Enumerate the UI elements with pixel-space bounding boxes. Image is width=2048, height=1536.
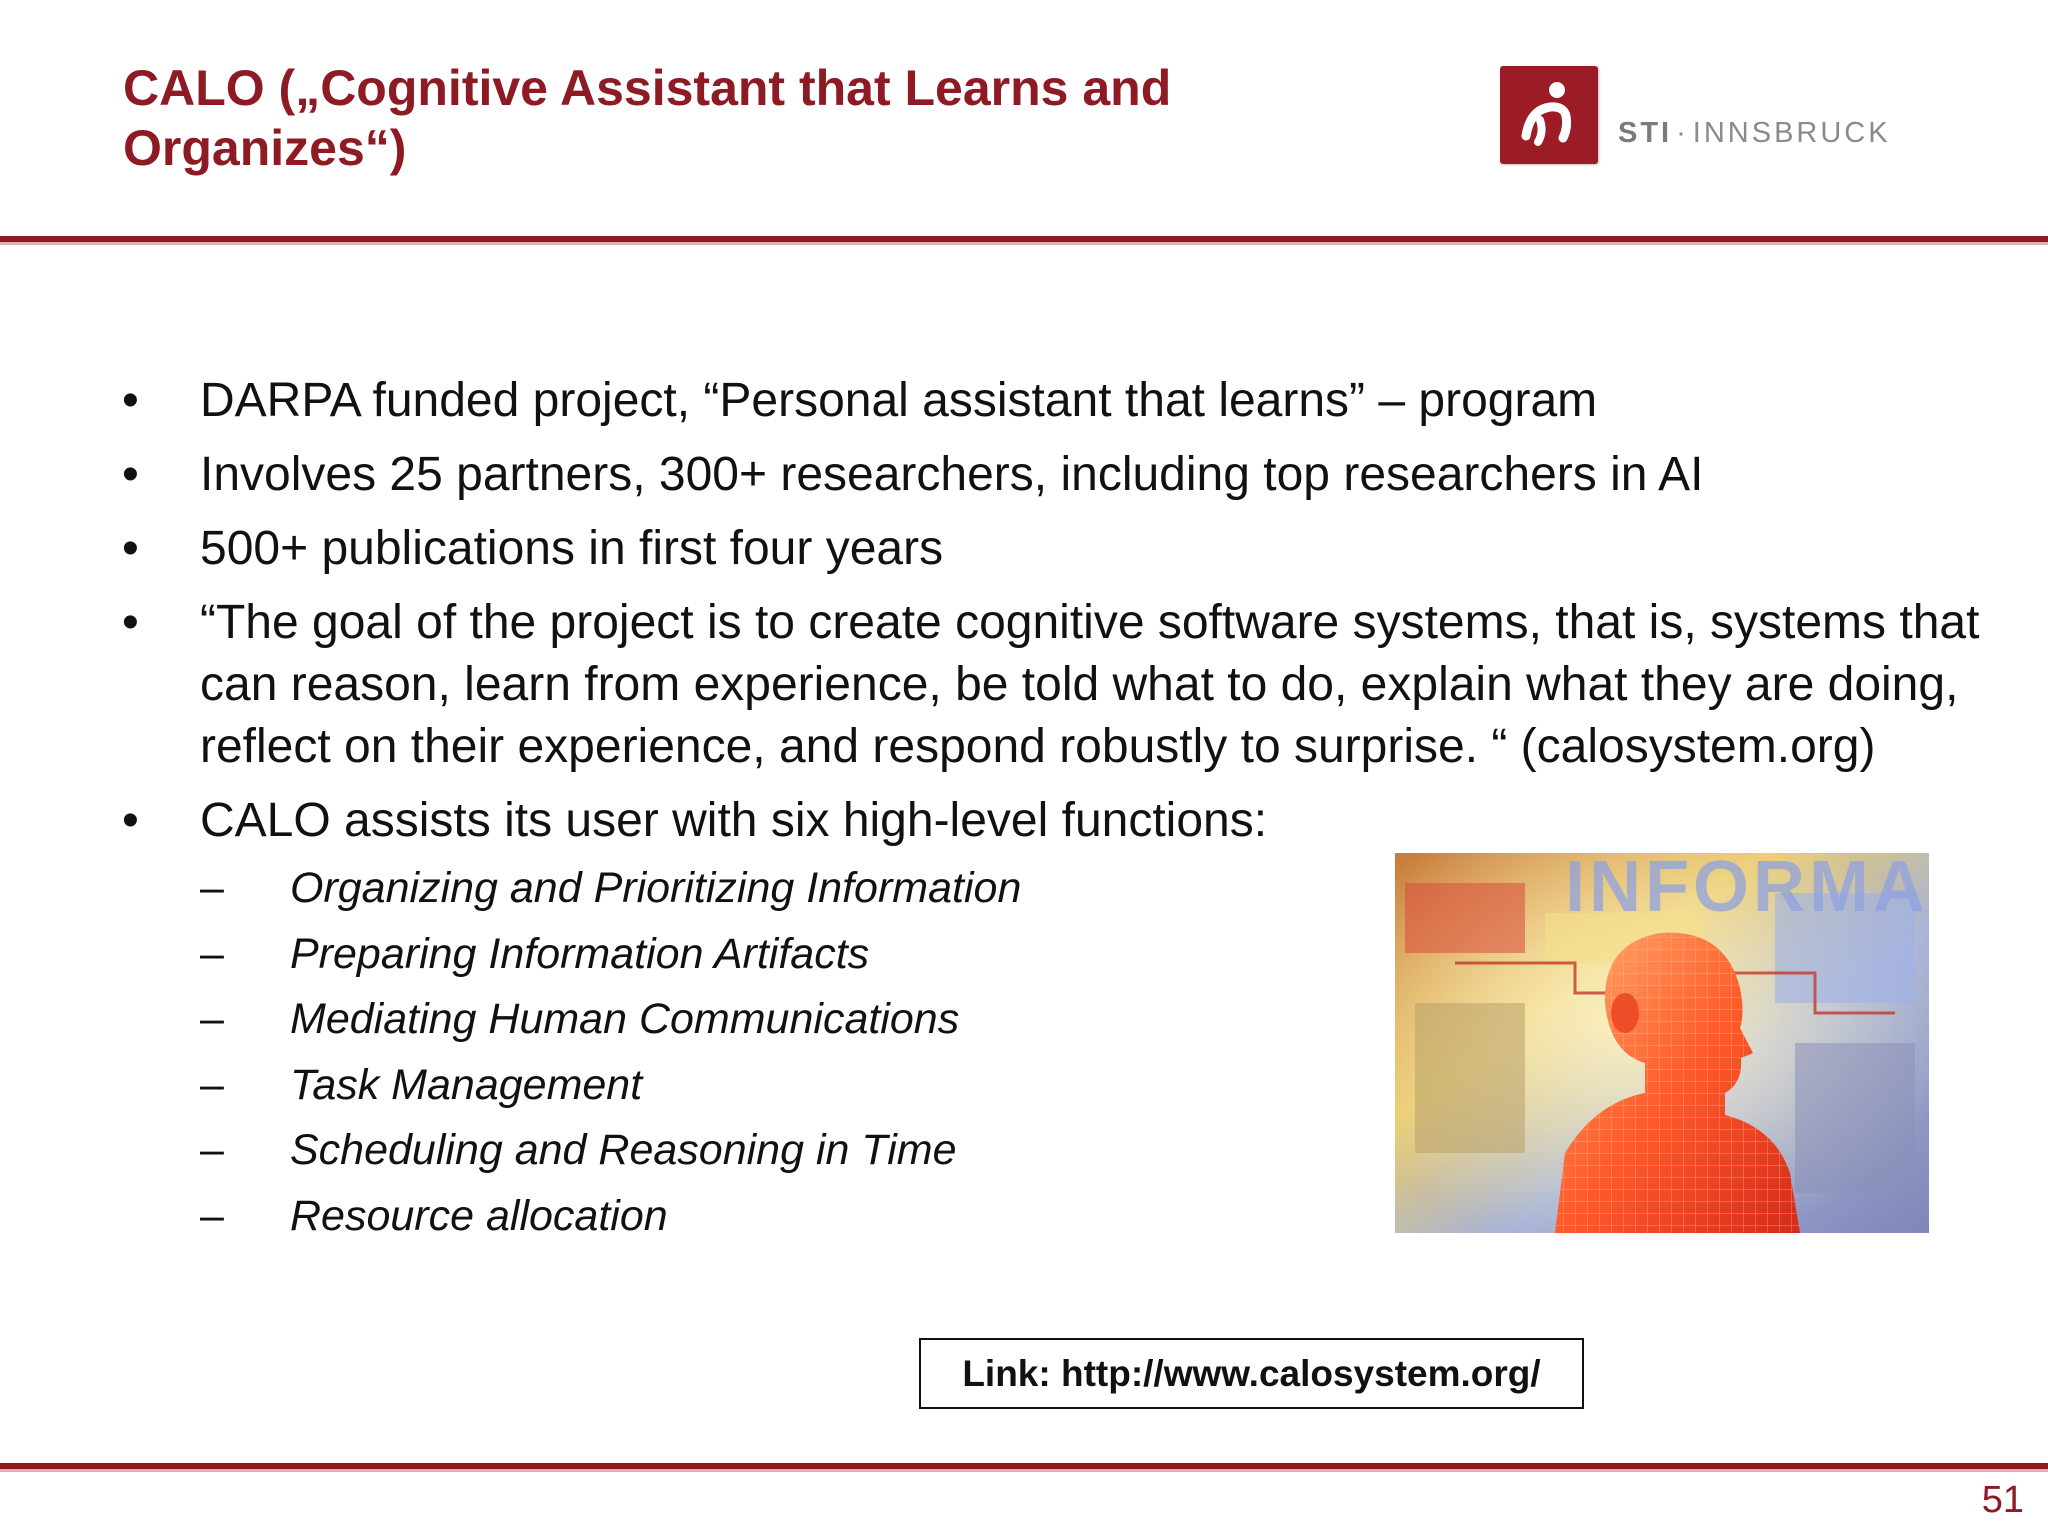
- function-item: [200, 991, 1400, 1047]
- bullet-text: 500+ publications in first four years: [200, 522, 944, 575]
- function-text: Preparing Information Artifacts: [290, 929, 870, 978]
- logo-brand: STI: [1618, 117, 1673, 149]
- logo-place: INNSBRUCK: [1692, 117, 1891, 149]
- function-item: [200, 1188, 1400, 1244]
- function-marker: –: [200, 995, 224, 1043]
- bullet-marker: •: [122, 522, 139, 575]
- bullet-text: “The goal of the project is to create cognitive software systems, that is, systems that can reason, learn from experience, be told what to do, explain what they are doing, reflect on their experience, and respond robustly to surprise. “ (calosystem.org): [200, 596, 1980, 773]
- bullet-text: CALO assists its user with six high-level functions:: [200, 794, 1268, 847]
- bullet-marker: •: [122, 448, 139, 501]
- function-text: Scheduling and Reasoning in Time: [290, 1126, 957, 1174]
- header-divider-shadow: [0, 242, 2048, 245]
- cognitive-assistant-illustration: [1395, 853, 1929, 1233]
- bullet-item: [118, 790, 1400, 1244]
- bullet-marker: •: [122, 374, 139, 427]
- picture-overlay-text: INFORMA: [1565, 853, 1929, 927]
- slide-title-line-2: Organizes“): [123, 120, 407, 176]
- function-marker: –: [200, 1060, 224, 1109]
- slide-title: [123, 58, 1323, 178]
- bullet-marker: •: [122, 794, 139, 847]
- function-marker: –: [200, 1126, 224, 1174]
- function-marker: –: [200, 929, 224, 978]
- function-text: Organizing and Prioritizing Information: [290, 864, 1022, 912]
- function-item: [200, 926, 1400, 982]
- bullet-item: [118, 370, 2020, 432]
- function-item: [200, 1057, 1400, 1113]
- function-text: Mediating Human Communications: [290, 995, 960, 1043]
- footer-divider-shadow: [0, 1469, 2048, 1472]
- logo-wordmark: [1618, 116, 1891, 150]
- function-marker: –: [200, 864, 224, 912]
- function-marker: –: [200, 1191, 224, 1240]
- function-item: [200, 860, 1400, 916]
- bullet-text: Involves 25 partners, 300+ researchers, including top researchers in AI: [200, 448, 1704, 501]
- bullet-item: [118, 444, 2020, 506]
- function-text: Resource allocation: [290, 1191, 668, 1240]
- bullet-marker: •: [122, 596, 139, 649]
- page-number: 51: [1981, 1479, 2024, 1521]
- function-item: [200, 1122, 1400, 1178]
- sti-logo-mark-icon: [1500, 66, 1598, 164]
- bullet-text: DARPA funded project, “Personal assistant that learns” – program: [200, 374, 1598, 427]
- bullet-item: [118, 518, 2020, 580]
- sti-innsbruck-logo: [1500, 66, 1920, 166]
- function-text: Task Management: [290, 1060, 643, 1109]
- logo-separator: ·: [1676, 117, 1689, 149]
- slide-title-line-1: CALO („Cognitive Assistant that Learns and: [123, 60, 1172, 116]
- function-list: [200, 860, 1400, 1244]
- bullet-item: [118, 592, 2020, 778]
- link-box: Link: http://www.calosystem.org/: [919, 1338, 1584, 1409]
